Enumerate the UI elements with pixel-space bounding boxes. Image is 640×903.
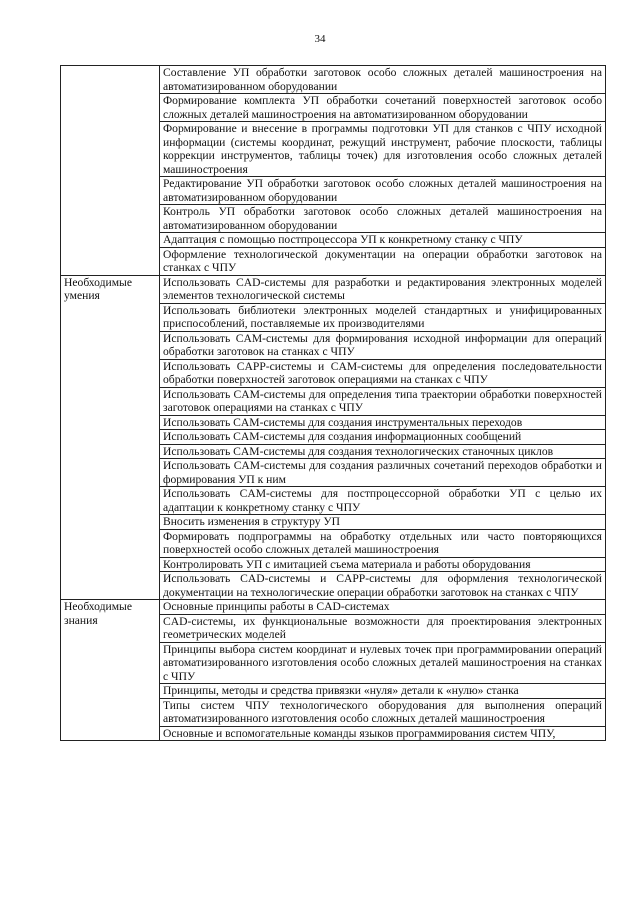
section-label: Необходимые знания: [61, 600, 160, 741]
requirements-table: [60, 65, 606, 741]
requirement-item: Редактирование УП обработки заготовок особо сложных деталей машиностроения на автоматизированном оборудовании: [160, 177, 606, 205]
section-label: Необходимые умения: [61, 275, 160, 600]
requirement-item: Использовать CAM-системы для создания технологических станочных циклов: [160, 444, 606, 459]
requirement-item: Использовать CAM-системы для формирования исходной информации для операций обработки заготовок на станках с ЧПУ: [160, 331, 606, 359]
requirement-item: Использовать CAPP-системы и CAM-системы для определения последовательности обработки поверхностей заготовок операциями на станках с ЧПУ: [160, 359, 606, 387]
section-label: [61, 66, 160, 276]
requirement-item: Использовать CAD-системы и CAPP-системы для оформления технологической документации на технологические операции обработки заготовок на станках с ЧПУ: [160, 572, 606, 600]
requirement-item: Использовать CAM-системы для определения типа траектории обработки поверхностей заготовок операциями на станках с ЧПУ: [160, 387, 606, 415]
requirement-item: Адаптация с помощью постпроцессора УП к конкретному станку с ЧПУ: [160, 233, 606, 248]
requirement-item: Использовать CAD-системы для разработки и редактирования электронных моделей элементов технологической системы: [160, 275, 606, 303]
requirement-item: Формирование комплекта УП обработки сочетаний поверхностей заготовок особо сложных деталей машиностроения на автоматизированном оборудовании: [160, 94, 606, 122]
requirement-item: Основные принципы работы в CAD-системах: [160, 600, 606, 615]
requirement-item: Использовать библиотеки электронных моделей стандартных и унифицированных приспособлений, поставляемые их производителями: [160, 303, 606, 331]
requirement-item: Принципы, методы и средства привязки «нуля» детали к «нулю» станка: [160, 684, 606, 699]
requirement-item: Использовать CAM-системы для создания инструментальных переходов: [160, 415, 606, 430]
requirement-item: Формировать подпрограммы на обработку отдельных или часто повторяющихся поверхностей особо сложных деталей машиностроения: [160, 529, 606, 557]
requirement-item: Контролировать УП с имитацией съема материала и работы оборудования: [160, 557, 606, 572]
page-bottom-margin: [0, 846, 640, 903]
requirement-item: Использовать CAM-системы для постпроцессорной обработки УП с целью их адаптации к конкретному станку с ЧПУ: [160, 487, 606, 515]
page-number: 34: [314, 33, 326, 45]
requirement-item: Типы систем ЧПУ технологического оборудования для выполнения операций автоматизированного изготовления особо сложных деталей машиностроения: [160, 698, 606, 726]
table-row: [61, 600, 606, 615]
requirement-item: Составление УП обработки заготовок особо сложных деталей машиностроения на автоматизированном оборудовании: [160, 66, 606, 94]
requirement-item: Использовать CAM-системы для создания различных сочетаний переходов обработки и формирования УП к ним: [160, 459, 606, 487]
table-row: [61, 275, 606, 303]
requirements-table-body: [61, 66, 606, 741]
requirement-item: Основные и вспомогательные команды языков программирования систем ЧПУ,: [160, 726, 606, 741]
table-row: [61, 66, 606, 94]
requirement-item: Формирование и внесение в программы подготовки УП для станков с ЧПУ исходной информации (системы координат, режущий инструмент, рабочие плоскости, таблицы коррекции инструментов, таблицы точек) для изготовления особо сложных деталей машиностроения: [160, 122, 606, 177]
requirement-item: CAD-системы, их функциональные возможности для проектирования электронных геометрических моделей: [160, 614, 606, 642]
requirement-item: Принципы выбора систем координат и нулевых точек при программировании операций автоматизированного изготовления особо сложных деталей машиностроения на станках с ЧПУ: [160, 642, 606, 684]
requirement-item: Контроль УП обработки заготовок особо сложных деталей машиностроения на автоматизированном оборудовании: [160, 205, 606, 233]
requirement-item: Вносить изменения в структуру УП: [160, 515, 606, 530]
requirement-item: Оформление технологической документации на операции обработки заготовок на станках с ЧПУ: [160, 247, 606, 275]
requirement-item: Использовать CAM-системы для создания информационных сообщений: [160, 430, 606, 445]
